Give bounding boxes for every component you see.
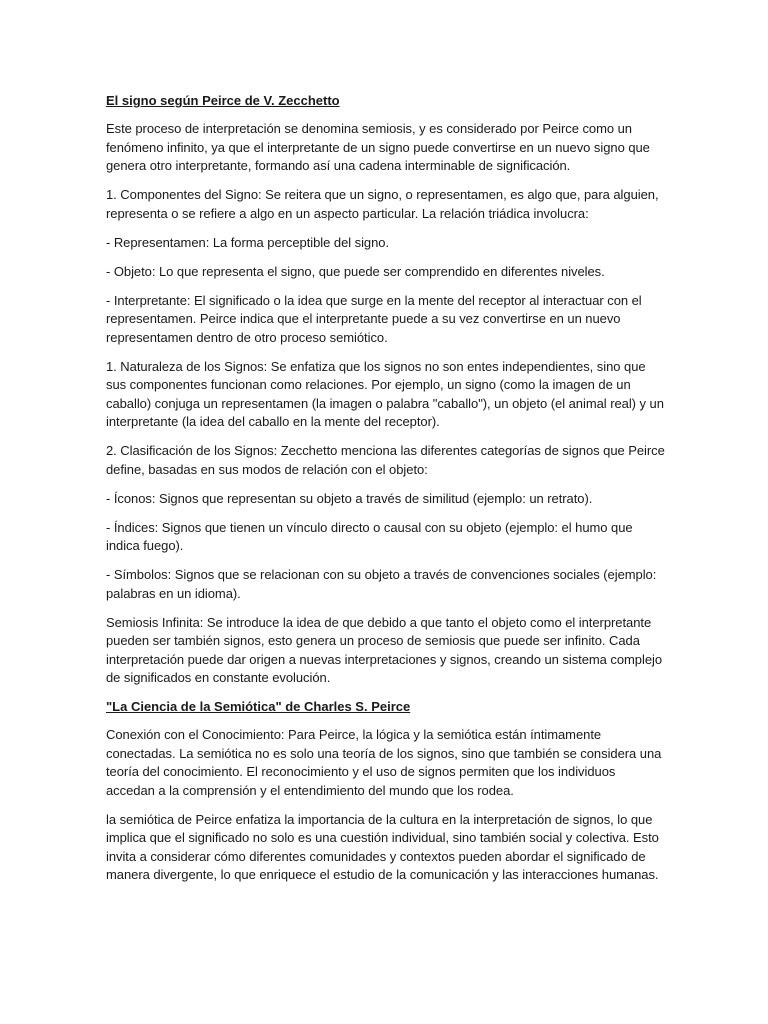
paragraph-componentes: 1. Componentes del Signo: Se reitera que un signo, o representamen, es algo que, para alguien, representa o se refiere a algo en un aspecto particular. La relación triádica involucra: <box>106 187 659 221</box>
document-page <box>106 92 666 895</box>
paragraph-interpretante: - Interpretante: El significado o la idea que surge en la mente del receptor al interactuar con el representamen. Peirce indica que el interpretante puede a su vez convertirse en un nuevo representamen dentro de otro proceso semiótico. <box>106 292 642 345</box>
paragraph-simbolos: - Símbolos: Signos que se relacionan con su objeto a través de convenciones sociales (ejemplo: palabras en un idioma). <box>106 567 657 601</box>
section-heading: "La Ciencia de la Semiótica" de Charles S. Peirce <box>106 699 411 714</box>
paragraph-naturaleza: 1. Naturaleza de los Signos: Se enfatiza que los signos no son entes independientes, sino que sus componentes funcionan como relaciones. Por ejemplo, un signo (como la imagen de un caballo) conjuga un representamen (la imagen o palabra "caballo"), un objeto (el animal real) y un interpretante (la idea del caballo en la mente del receptor). <box>106 358 664 429</box>
paragraph-iconos: - Íconos: Signos que representan su objeto a través de similitud (ejemplo: un retrato). <box>106 490 593 506</box>
paragraph-clasificacion: 2. Clasificación de los Signos: Zecchetto menciona las diferentes categorías de signos que Peirce define, basadas en sus modos de relación con el objeto: <box>106 443 665 477</box>
paragraph-objeto: - Objeto: Lo que representa el signo, que puede ser comprendido en diferentes niveles. <box>106 263 605 279</box>
paragraph-representamen: - Representamen: La forma perceptible del signo. <box>106 234 390 250</box>
paragraph-cultura: la semiótica de Peirce enfatiza la importancia de la cultura en la interpretación de signos, lo que implica que el significado no solo es una cuestión individual, sino también social y colectiva. Esto invita a considerar cómo diferentes comunidades y contextos pueden abordar el significado de manera divergente, lo que enriquece el estudio de la comunicación y las interacciones humanas. <box>106 811 659 882</box>
paragraph-conocimiento: Conexión con el Conocimiento: Para Peirce, la lógica y la semiótica están íntimamente conectadas. La semiótica no es solo una teoría de los signos, sino que también se considera una teoría del conocimiento. El reconocimiento y el uso de signos permiten que los individuos accedan a la comprensión y el entendimiento del mundo que los rodea. <box>106 727 662 798</box>
document-heading: El signo según Peirce de V. Zecchetto <box>106 93 340 108</box>
paragraph-semiosis-infinita: Semiosis Infinita: Se introduce la idea de que debido a que tanto el objeto como el interpretante pueden ser también signos, esto genera un proceso de semiosis que puede ser infinito. Cada interpretación puede dar origen a nuevas interpretaciones y signos, creando un sistema complejo de significados en constante evolución. <box>106 614 663 685</box>
paragraph-indices: - Índices: Signos que tienen un vínculo directo o causal con su objeto (ejemplo: el humo que indica fuego). <box>106 519 633 553</box>
paragraph-semiosis-intro: Este proceso de interpretación se denomina semiosis, y es considerado por Peirce como un fenómeno infinito, ya que el interpretante de un signo puede convertirse en un nuevo signo que genera otro interpretante, formando así una cadena interminable de significación. <box>106 121 650 173</box>
